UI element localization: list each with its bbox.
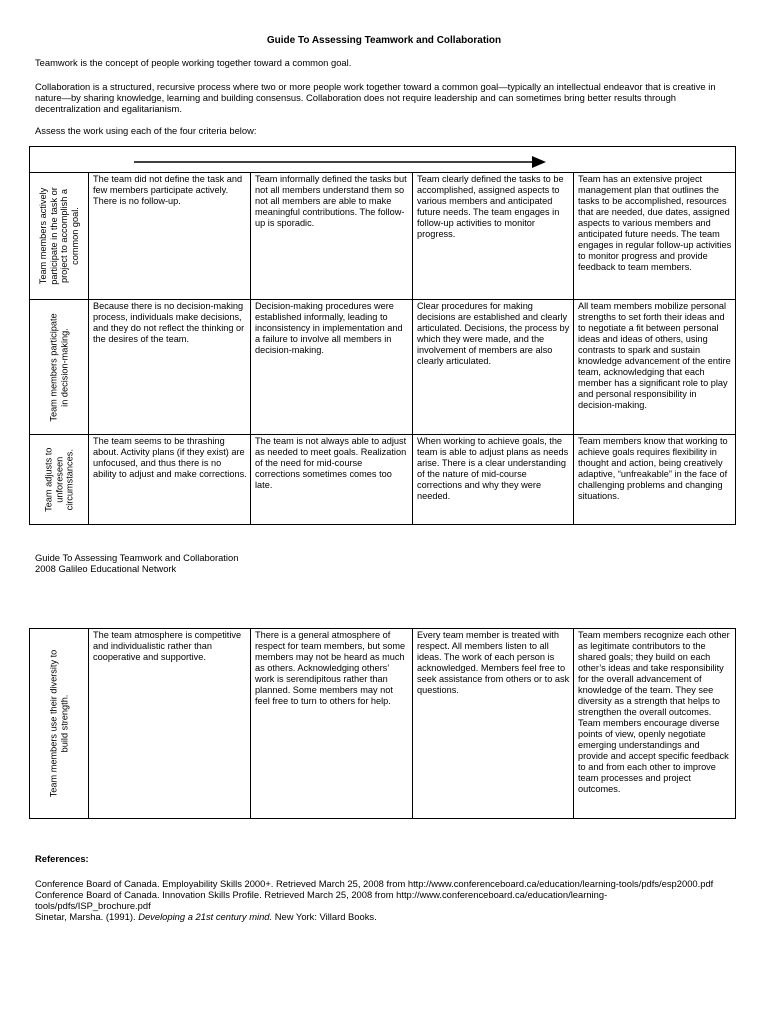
criterion-participation: Team members actively participate in the task or project to accomplish a common goal.: [30, 173, 89, 300]
rubric-cell: Clear procedures for making decisions are established and clearly articulated. Decisions, the process by which they were made, and the involvement of members are also clearly articulated.: [413, 300, 574, 435]
rubric-cell: The team did not define the task and few members participate actively. There is no follow-up.: [89, 173, 251, 300]
rubric-row-participation: [30, 173, 736, 300]
rubric-cell: Team has an extensive project management plan that outlines the tasks to be accomplished, resources that are needed, due dates, assigned aspects to various members and anticipated future needs. The team engages in regular follow-up activities to monitor progress and provide feedback to team members.: [574, 173, 736, 300]
collaboration-definition: Collaboration is a structured, recursive process where two or more people work together toward a common goal—typically an intellectual endeavor that is creative in nature—by sharing knowledge, learning and building consensus. Collaboration does not require leadership and can sometimes bring better results through decentralization and egalitarianism.: [35, 81, 716, 114]
scale-arrow-row: [30, 147, 736, 173]
criterion-decision-making: Team members participate in decision-making.: [30, 300, 89, 435]
rubric-row-adjusts: [30, 435, 736, 525]
reference-item: Conference Board of Canada. Innovation Skills Profile. Retrieved March 25, 2008 from http://www.conferenceboard.ca/education/learning-tools/pdfs/ISP_brochure.pdf: [35, 889, 608, 911]
rubric-cell: Team members recognize each other as legitimate contributors to the shared goals; they build on each other’s ideas and take responsibility for the overall advancement of knowledge of the team. They see diversity as a strength that helps to strengthen the overall outcomes. Team members encourage diverse points of view, openly negotiate emerging understandings and provide and accept specific feedback to and from each other to improve team processes and project outcomes.: [574, 629, 736, 819]
rubric-cell: Every team member is treated with respect. All members listen to all ideas. The work of each person is acknowledged. Members feel free to seek assistance from others or to ask questions.: [413, 629, 574, 819]
criterion-diversity: Team members use their diversity to build strength.: [30, 629, 89, 819]
rubric-table: [29, 146, 736, 525]
reference-item: Conference Board of Canada. Employability Skills 2000+. Retrieved March 25, 2008 from http://www.conferenceboard.ca/education/learning-tools/pdfs/esp2000.pdf: [35, 878, 714, 889]
rubric-cell: The team seems to be thrashing about. Activity plans (if they exist) are unfocused, and thus there is no ability to adjust and make corrections.: [89, 435, 251, 525]
rubric-cell: All team members mobilize personal strengths to set forth their ideas and to negotiate a fit between personal ideas and ideas of others, using contrasts to spark and sustain knowledge advancement of the entire team, acknowledging that each member has a significant role to play and personal responsibility in decision-making.: [574, 300, 736, 435]
rubric-cell: Because there is no decision-making process, individuals make decisions, and they do not reflect the thinking or the desires of the team.: [89, 300, 251, 435]
assess-instruction: Assess the work using each of the four criteria below:: [35, 125, 257, 136]
rubric-cell: Team informally defined the tasks but not all members understand them so not all members are able to make meaningful contributions. The follow-up is sporadic.: [251, 173, 413, 300]
rubric-cell: The team is not always able to adjust as needed to meet goals. Realization of the need for mid-course corrections sometimes comes too late.: [251, 435, 413, 525]
page-footer: [35, 552, 238, 574]
rubric-row-decision-making: [30, 300, 736, 435]
progression-arrow-icon: [76, 147, 546, 169]
rubric-cell: Team clearly defined the tasks to be accomplished, assigned aspects to various members and anticipated future needs. The team engages in follow-up activities to monitor progress.: [413, 173, 574, 300]
document-title: Guide To Assessing Teamwork and Collaboration: [266, 35, 502, 46]
references-heading: References:: [35, 853, 89, 864]
scale-arrow-cell: [30, 147, 736, 173]
rubric-cell: Decision-making procedures were established informally, leading to inconsistency in implementation and a failure to involve all members in decision-making.: [251, 300, 413, 435]
criterion-adjusts: Team adjusts to unforeseen circumstances.: [30, 435, 89, 525]
teamwork-definition: Teamwork is the concept of people working together toward a common goal.: [35, 57, 352, 68]
footer-publisher: 2008 Galileo Educational Network: [35, 563, 177, 574]
rubric-cell: There is a general atmosphere of respect for team members, but some members may not be heard as much as others. Acknowledging others’ work is serendipitous rather than planned. Some members may not feel free to turn to others for help.: [251, 629, 413, 819]
rubric-cell: Team members know that working to achieve goals requires flexibility in thought and action, being creatively adaptive, “unfreakable” in the face of challenging problems and changing situations.: [574, 435, 736, 525]
reference-item: Sinetar, Marsha. (1991). Developing a 21st century mind. New York: Villard Books.: [35, 911, 377, 922]
rubric-table-continued: [29, 628, 736, 819]
rubric-cell: When working to achieve goals, the team is able to adjust plans as needs arise. There is a clear understanding of the nature of mid-course corrections and why they were needed.: [413, 435, 574, 525]
references-list: [35, 878, 715, 922]
footer-title: Guide To Assessing Teamwork and Collaboration: [35, 552, 239, 563]
rubric-cell: The team atmosphere is competitive and individualistic rather than cooperative and supportive.: [89, 629, 251, 819]
rubric-row-diversity: [30, 629, 736, 819]
